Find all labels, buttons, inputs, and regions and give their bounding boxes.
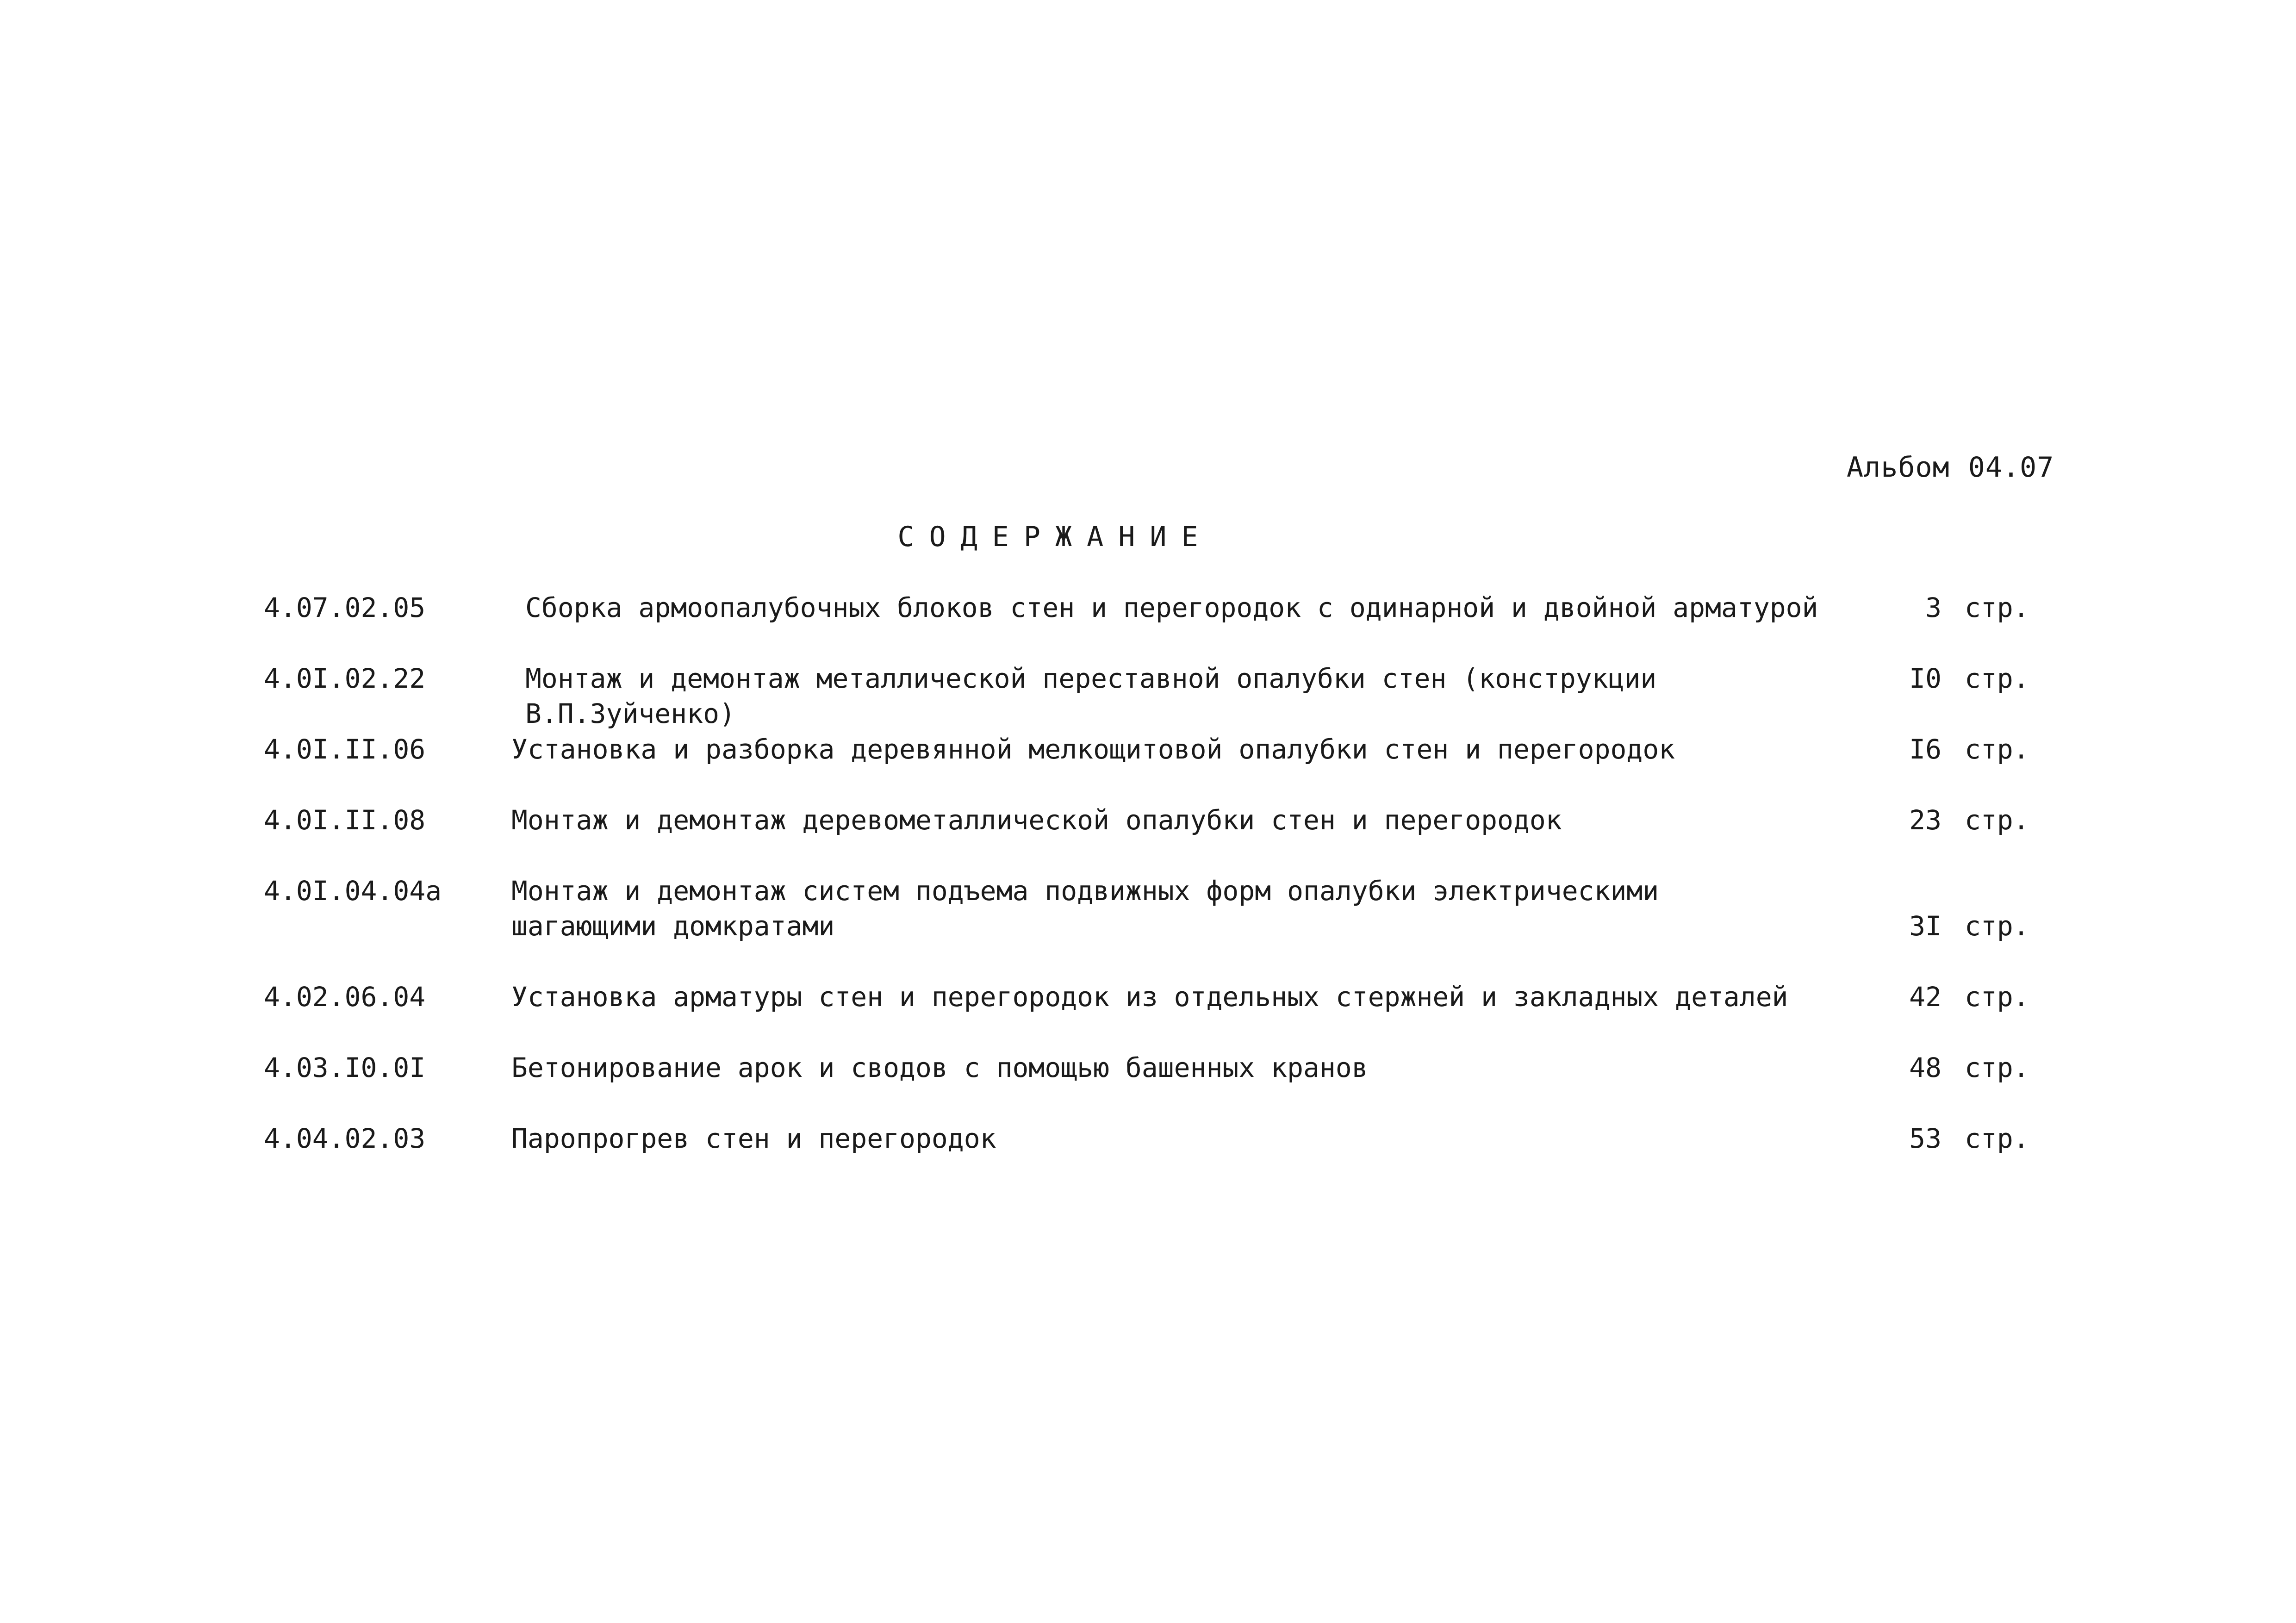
toc-entry (264, 802, 2050, 838)
toc-entry-code: 4.03.I0.0I (264, 1052, 426, 1083)
toc-entry-code: 4.0I.04.04а (264, 875, 442, 907)
toc-entry-title: Паропрогрев стен и перегородок (511, 1123, 996, 1154)
toc-entry-code: 4.04.02.03 (264, 1123, 426, 1154)
toc-entry-title: Установка и разборка деревянной мелкощитовой опалубки стен и перегородок (511, 734, 1675, 765)
toc-entry-page: I0 (1909, 663, 1941, 694)
toc-entry-page: 3 (1925, 592, 1941, 623)
toc-entry-code: 4.0I.II.06 (264, 734, 426, 765)
toc-entry-page: 48 (1909, 1052, 1941, 1083)
toc-entry (264, 873, 2050, 944)
toc-entry (264, 979, 2050, 1014)
toc-entry-title: Монтаж и демонтаж деревометаллической опалубки стен и перегородок (511, 804, 1562, 836)
toc-entry-unit: стр. (1965, 734, 2029, 765)
toc-entry-unit: стр. (1965, 981, 2029, 1013)
toc-entry-unit: стр. (1965, 1123, 2029, 1154)
toc-entry-title: Установка арматуры стен и перегородок из отдельных стержней и закладных деталей (511, 981, 1788, 1013)
toc-entry-title: Монтаж и демонтаж металлической переставной опалубки стен (конструкции В.П.Зуйченко) (525, 663, 1657, 729)
toc-entry (264, 1121, 2050, 1156)
toc-entry-unit: стр. (1965, 663, 2029, 694)
toc-entry (264, 732, 2050, 767)
toc-entry-title: Сборка армоопалубочных блоков стен и перегородок с одинарной и двойной арматурой (525, 592, 1818, 623)
toc-entry-code: 4.02.06.04 (264, 981, 426, 1013)
toc-entry-page: 23 (1909, 804, 1941, 836)
toc-entry-page: 3I (1909, 910, 1941, 942)
page-title: СОДЕРЖАНИЕ (897, 521, 1213, 553)
album-label: Альбом (1847, 451, 1950, 484)
toc-entry-page: 42 (1909, 981, 1941, 1013)
toc-entry-unit: стр. (1965, 1052, 2029, 1083)
toc-entry-unit: стр. (1965, 592, 2029, 623)
toc-entry-unit: стр. (1965, 804, 2029, 836)
album-number (1847, 451, 2054, 484)
toc-entry (264, 661, 2050, 729)
toc-entry (264, 590, 2050, 625)
toc-entry-code: 4.0I.II.08 (264, 804, 426, 836)
album-number-value: 04.07 (1968, 451, 2054, 484)
toc-entry-page: 53 (1909, 1123, 1941, 1154)
toc-entry (264, 1050, 2050, 1085)
toc-entry-unit: стр. (1965, 910, 2029, 942)
toc-entry-title: Монтаж и демонтаж систем подъема подвижных форм опалубки электрическими шагающими домкратами (511, 875, 1659, 942)
toc-entry-page: I6 (1909, 734, 1941, 765)
toc-entry-title: Бетонирование арок и сводов с помощью башенных кранов (511, 1052, 1368, 1083)
toc-entry-code: 4.0I.02.22 (264, 663, 426, 694)
toc-entry-code: 4.07.02.05 (264, 592, 426, 623)
